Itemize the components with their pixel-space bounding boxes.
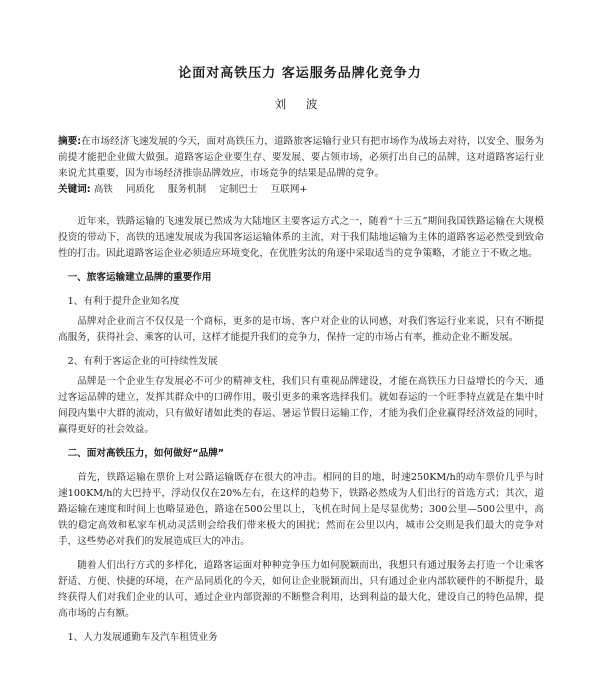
keyword: 互联网+ xyxy=(270,184,308,195)
keyword: 高铁 xyxy=(93,184,113,195)
abstract-text: 在市场经济飞速发展的今天，面对高铁压力，道路旅客运输行业只有把市场作为战场去对待，以安全、服务为前提才能把企业做大做强。道路客运企业要生存、要发展、要占领市场，必须打出自己的品牌，这对道路客运行业来说尤其重要，因为市场经济推崇品牌效应，市场竞争的结果是品牌的竞争。 xyxy=(58,136,544,179)
section-heading-1: 一、旅客运输建立品牌的重要作用 xyxy=(67,272,212,283)
paper-title: 论面对高铁压力 客运服务品牌化竞争力 xyxy=(178,66,422,81)
subsection-heading: 2、有利于客运企业的可持续性发展 xyxy=(67,356,218,367)
body-text xyxy=(58,214,544,650)
paragraph-intro: 近年来，铁路运输的飞速发展已然成为大陆地区主要客运方式之一，随着“十三五”期间我国铁路运输在大规模投资的带动下，高铁的迅速发展成为我国客运运输体系的主流，对于我们陆地运输为主体的道路客运必然受到致命性的打击。因此道路客运企业必须适应环境变化，在优胜劣汰的角逐中采取适当的竞争策略，才能立于不败之地。 xyxy=(58,216,544,259)
subsection-heading: 1、有利于提升企业知名度 xyxy=(67,296,180,307)
paragraph: 品牌对企业而言不仅仅是一个商标，更多的是市场、客户对企业的认同感，对我们客运行业来说，只有不断提高服务，获得社会、乘客的认可，这样才能提升我们的竞争力，保持一定的市场占有率，推动企业不断发展。 xyxy=(58,316,544,343)
paragraph: 品牌是一个企业生存发展必不可少的精神支柱，我们只有重视品牌建设，才能在高铁压力日益增长的今天，通过客运品牌的建立，发挥其群众中的口碑作用，吸引更多的乘客选择我们。就如春运的一个旺季特点就是在集中时间段内集中大群的流动，只有做好诸如此类的春运、暑运节假日运输工作，才能为我们企业赢得经济效益的同时，赢得更好的社会效益。 xyxy=(58,376,544,435)
keywords-block xyxy=(58,182,544,198)
paragraph: 首先，铁路运输在票价上对公路运输既存在很大的冲击。相同的目的地，时速250KM/h的动车票价几乎与时速100KM/h的大巴持平，浮动仅仅在20%左右，在这样的趋势下，铁路必然成为人们出行的首选方式；其次，道路运输在速度和时间上也略显逊色，路途在500公里以上，飞机在时间上是尽显优势；300公里—500公里中，高铁的稳定高效和私家车机动灵活则会给我们带来极大的困扰；然而在公里以内，城市公交则是我们最大的竞争对手，这些势必对我们的发展造成巨大的冲击。 xyxy=(58,472,544,547)
keyword: 同质化 xyxy=(125,184,155,195)
subsection-heading: 1、人力发展通勤车及汽车租赁业务 xyxy=(67,632,218,643)
section-heading-2: 二、面对高铁压力，如何做好“品牌” xyxy=(67,448,225,459)
author-name: 刘 波 xyxy=(274,97,326,111)
abstract-block xyxy=(58,134,544,182)
keyword: 服务机制 xyxy=(167,184,207,195)
keyword: 定制巴士 xyxy=(219,184,258,195)
abstract-label: 摘要: xyxy=(58,136,82,147)
keywords-label: 关键词: xyxy=(58,184,91,195)
paragraph: 随着人们出行方式的多样化，道路客运面对种种竞争压力如何脱颖而出，我想只有通过服务去打造一个让乘客舒适、方便、快捷的环境，在产品同质化的今天，如何让企业脱颖而出，只有通过企业内部软硬件的不断提升，最终获得人们对我们企业的认可，通过企业内部资源的不断整合利用，达到利益的最大化，建设自己的特色品牌，提高市场的占有额。 xyxy=(58,560,544,619)
